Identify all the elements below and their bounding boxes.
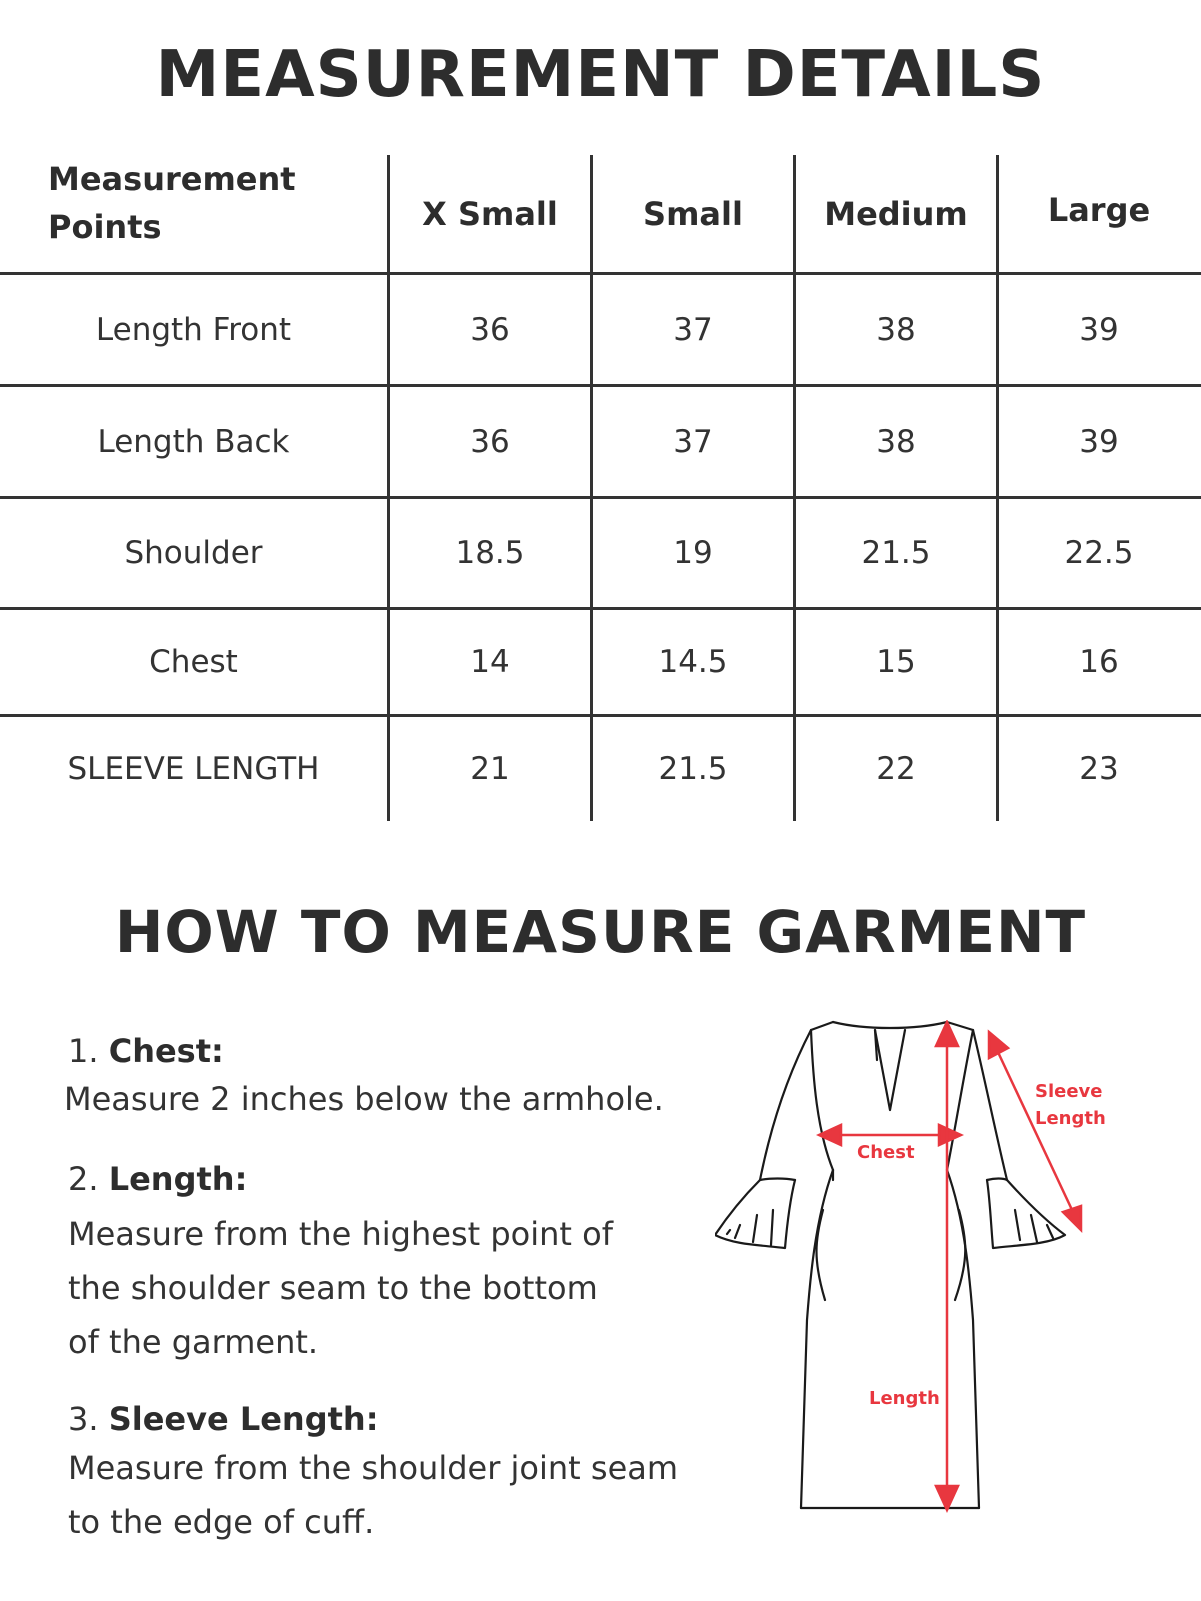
table-cell: 23 [1079, 751, 1119, 787]
step-description-line: the shoulder seam to the bottom [68, 1269, 598, 1307]
table-cell: 36 [470, 423, 510, 460]
table-cell: 16 [1079, 644, 1119, 680]
table-cell: 37 [673, 311, 713, 348]
header-size-xsmall: X Small [422, 194, 558, 233]
step-number: 3. [68, 1400, 99, 1438]
table-cell: 21.5 [861, 535, 931, 571]
header-measurement-points [0, 155, 387, 272]
table-cell: 21.5 [658, 751, 728, 787]
row-label-chest: Chest [149, 644, 238, 680]
size-chart-table [0, 155, 1201, 821]
table-cell: 38 [876, 311, 916, 348]
header-size-small: Small [643, 194, 743, 233]
table-cell: 21 [470, 751, 510, 787]
step-label: Sleeve Length: [108, 1400, 379, 1438]
table-cell: 22 [876, 751, 916, 787]
table-cell: 14 [470, 644, 510, 680]
table-cell: 14.5 [658, 644, 728, 680]
step-description-line: to the edge of cuff. [68, 1503, 375, 1541]
how-to-measure-title: HOW TO MEASURE GARMENT [114, 898, 1087, 966]
table-cell: 19 [673, 535, 713, 571]
table-cell: 39 [1079, 311, 1119, 348]
step-description-line: Measure from the shoulder joint seam [68, 1449, 679, 1487]
step-description-line: Measure from the highest point of [68, 1215, 613, 1253]
sleeve-label-line2: Length [1035, 1108, 1106, 1129]
step-chest-heading [68, 1032, 224, 1070]
step-label: Length: [108, 1160, 248, 1198]
step-length-description [68, 1207, 613, 1369]
row-label-length-front: Length Front [95, 311, 292, 348]
step-sleeve-heading [68, 1400, 378, 1438]
header-measurement-word: Measurement [48, 160, 296, 198]
sleeve-label-line1: Sleeve [1035, 1081, 1103, 1102]
table-cell: 18.5 [455, 535, 525, 571]
table-cell: 22.5 [1064, 535, 1134, 571]
chest-label: Chest [857, 1142, 915, 1163]
step-description-line: Measure 2 inches below the armhole. [64, 1080, 664, 1118]
step-length-heading [68, 1160, 247, 1198]
table-cell: 38 [876, 423, 916, 460]
table-cell: 39 [1079, 423, 1119, 460]
sleeve-length-arrow [989, 1032, 1081, 1230]
header-size-large: Large [1047, 191, 1151, 229]
table-cell: 37 [673, 423, 713, 460]
step-label: Chest: [108, 1032, 224, 1070]
step-chest-description [64, 1072, 664, 1126]
dress-outline [715, 1022, 1065, 1508]
step-number: 2. [68, 1160, 99, 1198]
row-label-length-back: Length Back [97, 423, 290, 460]
step-sleeve-description [68, 1441, 678, 1549]
length-label: Length [869, 1388, 940, 1409]
row-label-sleeve-length: SLEEVE LENGTH [67, 751, 320, 787]
step-number: 1. [68, 1032, 99, 1070]
garment-diagram [715, 1020, 1135, 1560]
step-description-line: of the garment. [68, 1323, 319, 1361]
header-size-medium: Medium [824, 194, 968, 233]
table-cell: 36 [470, 311, 510, 348]
row-label-shoulder: Shoulder [124, 535, 263, 571]
header-points-word: Points [48, 208, 162, 246]
measurement-details-title: MEASUREMENT DETAILS [155, 38, 1046, 112]
length-arrow [936, 1022, 958, 1510]
table-cell: 15 [876, 644, 916, 680]
